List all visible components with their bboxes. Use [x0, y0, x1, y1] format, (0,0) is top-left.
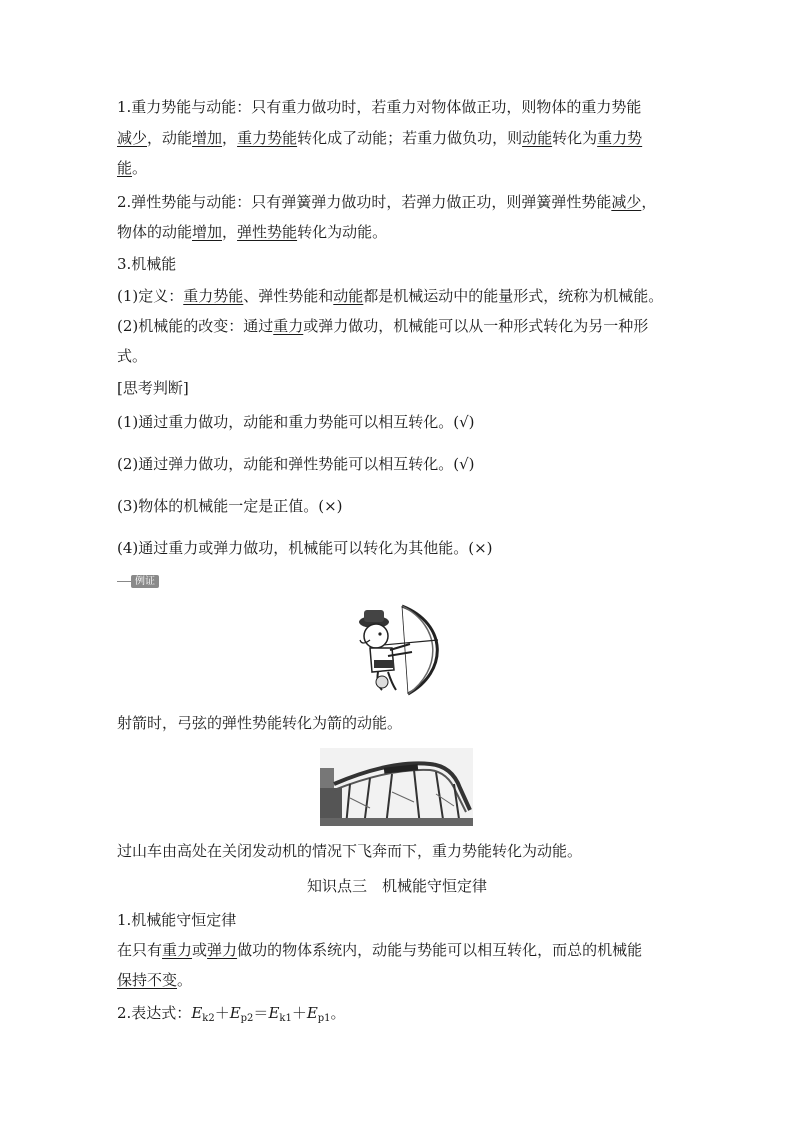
plus-sign: ＋	[214, 1004, 230, 1022]
para-gravity-kinetic-line1	[117, 97, 682, 117]
text: 。	[330, 1004, 346, 1022]
text: 。	[177, 971, 193, 989]
subscript: k2	[202, 1013, 215, 1024]
text: 转化成了动能；若重力做负功，则	[297, 129, 523, 147]
blank-answer: 重力	[273, 317, 304, 335]
blank-answer: 增加	[192, 223, 223, 241]
text: 2.弹性势能与动能：只有弹簧弹力做功时，若弹力做正功，则弹簧弹性势能	[117, 193, 612, 211]
blank-answer: 重力	[162, 941, 193, 959]
text: 物体的动能	[117, 223, 193, 241]
archer-illustration	[352, 600, 442, 696]
energy-symbol: E	[229, 1004, 241, 1022]
para-change-line2: 式。	[117, 347, 148, 365]
blank-answer: 能	[117, 159, 133, 177]
blank-answer: 弹力	[207, 941, 238, 959]
energy-symbol: E	[191, 1004, 203, 1022]
text: 或	[192, 941, 208, 959]
blank-answer: 增加	[192, 129, 223, 147]
text: ，	[641, 193, 657, 211]
text: 。	[132, 159, 148, 177]
mechanical-energy-title: 3.机械能	[117, 255, 177, 273]
blank-answer: 重力势能	[237, 129, 298, 147]
think-item-4: (4)通过重力或弹力做功，机械能可以转化为其他能。(×)	[117, 539, 493, 557]
think-item-2: (2)通过弹力做功，动能和弹性势能可以相互转化。(√)	[117, 455, 475, 473]
blank-answer: 弹性势能	[237, 223, 298, 241]
archer-caption: 射箭时，弓弦的弹性势能转化为箭的动能。	[117, 714, 403, 732]
para-change-line1	[117, 316, 682, 336]
section-heading: 知识点三 机械能守恒定律	[306, 877, 487, 895]
text: (1)定义：	[117, 287, 184, 305]
badge-dash	[117, 581, 131, 582]
conservation-law-line2	[117, 970, 682, 990]
para-elastic-kinetic-line2	[117, 222, 682, 242]
text: 1.重力势能与动能：只有重力做功时，若重力对物体做正功，则物体的重力势能	[117, 98, 642, 116]
text: ，	[222, 129, 238, 147]
formula-label: 2.表达式：	[117, 1004, 192, 1022]
conservation-law-title: 1.机械能守恒定律	[117, 911, 237, 929]
text: ，	[222, 223, 238, 241]
badge-label: 例证	[131, 575, 159, 588]
example-badge	[117, 574, 159, 588]
energy-symbol: E	[268, 1004, 280, 1022]
text: (2)机械能的改变：通过	[117, 317, 274, 335]
coaster-caption: 过山车由高处在关闭发动机的情况下飞奔而下，重力势能转化为动能。	[117, 842, 583, 860]
text: 转化为动能。	[297, 223, 388, 241]
text: 在只有	[117, 941, 163, 959]
subscript: k1	[279, 1013, 292, 1024]
blank-answer: 保持不变	[117, 971, 178, 989]
subscript: p2	[240, 1013, 254, 1024]
blank-answer: 减少	[117, 129, 148, 147]
blank-answer: 减少	[611, 193, 642, 211]
roller-coaster-photo	[320, 748, 473, 826]
text: 都是机械运动中的能量形式，统称为机械能。	[363, 287, 664, 305]
text: ，动能	[147, 129, 193, 147]
blank-answer: 重力势能	[183, 287, 244, 305]
think-item-3: (3)物体的机械能一定是正值。(×)	[117, 497, 343, 515]
text: 转化为	[552, 129, 598, 147]
equals-sign: ＝	[253, 1004, 269, 1022]
blank-answer: 动能	[333, 287, 364, 305]
think-item-1: (1)通过重力做功，动能和重力势能可以相互转化。(√)	[117, 413, 475, 431]
subscript: p1	[317, 1013, 331, 1024]
conservation-law-line1	[117, 940, 682, 960]
para-gravity-kinetic-line3	[117, 158, 682, 178]
plus-sign: ＋	[291, 1004, 307, 1022]
para-elastic-kinetic-line1	[117, 192, 682, 212]
blank-answer: 动能	[522, 129, 553, 147]
formula-line	[117, 1003, 682, 1029]
blank-answer: 重力势	[597, 129, 643, 147]
text: 、弹性势能和	[243, 287, 334, 305]
para-definition	[117, 286, 682, 306]
text: 或弹力做功，机械能可以从一种形式转化为另一种形	[303, 317, 649, 335]
para-gravity-kinetic-line2	[117, 128, 682, 148]
think-title: [思考判断]	[117, 379, 189, 397]
text: 做功的物体系统内，动能与势能可以相互转化，而总的机械能	[237, 941, 643, 959]
energy-symbol: E	[306, 1004, 318, 1022]
